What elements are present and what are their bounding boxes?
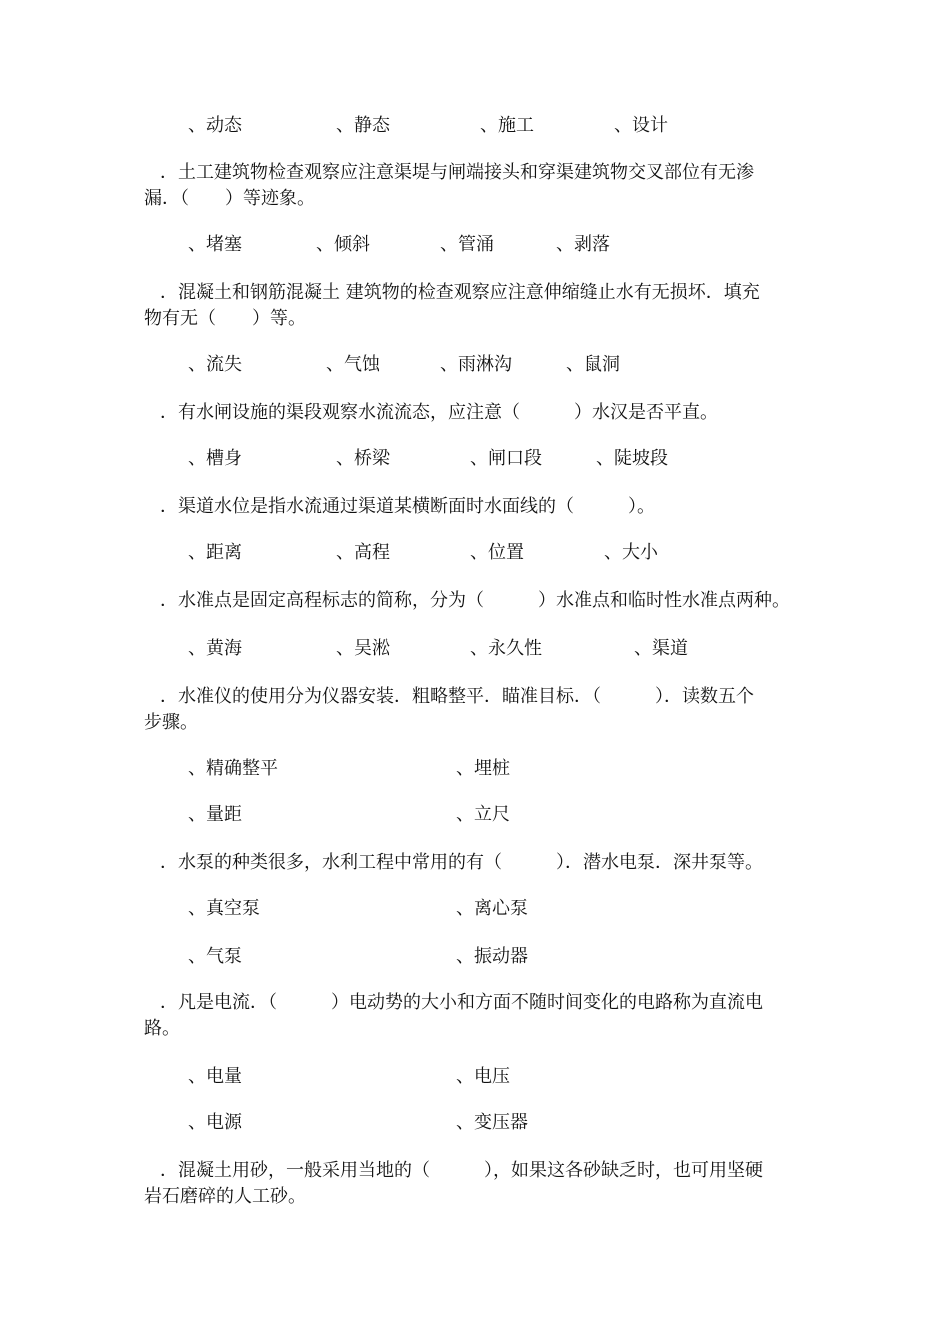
- option-c: 、永久性: [470, 638, 542, 659]
- option-d: 、设计: [614, 115, 668, 136]
- option-b: 、高程: [336, 542, 390, 563]
- option-c: 、位置: [470, 542, 524, 563]
- option-a: 、动态: [188, 115, 242, 136]
- option-c: 、雨淋沟: [440, 354, 512, 375]
- question-line-1: ．混凝土和钢筋混凝土 建筑物的检查观察应注意伸缩缝止水有无损坏．填充: [160, 282, 760, 303]
- option-a: 、流失: [188, 354, 242, 375]
- option-d: 、变压器: [456, 1112, 528, 1133]
- option-d: 、大小: [604, 542, 658, 563]
- option-b: 、气蚀: [326, 354, 380, 375]
- option-c: 、电源: [188, 1112, 242, 1133]
- option-c: 、气泵: [188, 946, 242, 967]
- option-a: 、电量: [188, 1066, 242, 1087]
- option-d: 、陡坡段: [596, 448, 668, 469]
- option-d: 、剥落: [556, 234, 610, 255]
- option-a: 、真空泵: [188, 898, 260, 919]
- option-a: 、精确整平: [188, 758, 278, 779]
- question-line-2: 漏．（ ）等迹象。: [144, 188, 315, 209]
- option-c: 、闸口段: [470, 448, 542, 469]
- option-a: 、堵塞: [188, 234, 242, 255]
- option-b: 、桥梁: [336, 448, 390, 469]
- question-line-2: 物有无（ ）等。: [144, 308, 306, 329]
- option-b: 、倾斜: [316, 234, 370, 255]
- option-d: 、渠道: [634, 638, 688, 659]
- option-c: 、量距: [188, 804, 242, 825]
- option-d: 、振动器: [456, 946, 528, 967]
- question-text: ．水泵的种类很多，水利工程中常用的有（ ）．潜水电泵．深井泵等。: [160, 852, 763, 873]
- option-b: 、电压: [456, 1066, 510, 1087]
- option-a: 、距离: [188, 542, 242, 563]
- option-a: 、黄海: [188, 638, 242, 659]
- question-line-2: 岩石磨碎的人工砂。: [144, 1186, 306, 1207]
- option-b: 、埋桩: [456, 758, 510, 779]
- question-text: ．水准点是固定高程标志的简称，分为（ ）水准点和临时性水准点两种。: [160, 590, 790, 611]
- question-line-1: ．水准仪的使用分为仪器安装．粗略整平．瞄准目标．（ ）．读数五个: [160, 686, 754, 707]
- question-line-1: ．凡是电流．（ ）电动势的大小和方面不随时间变化的电路称为直流电: [160, 992, 763, 1013]
- option-c: 、管涌: [440, 234, 494, 255]
- question-line-1: ．混凝土用砂，一般采用当地的（ ），如果这各砂缺乏时，也可用坚硬: [160, 1160, 763, 1181]
- question-text: ．渠道水位是指水流通过渠道某横断面时水面线的（ ）。: [160, 496, 655, 517]
- question-text: ．有水闸设施的渠段观察水流流态，应注意（ ）水汉是否平直。: [160, 402, 718, 423]
- question-line-1: ．土工建筑物检查观察应注意渠堤与闸端接头和穿渠建筑物交叉部位有无渗: [160, 162, 754, 183]
- option-b: 、静态: [336, 115, 390, 136]
- option-d: 、鼠洞: [566, 354, 620, 375]
- option-c: 、施工: [480, 115, 534, 136]
- option-b: 、吴淞: [336, 638, 390, 659]
- question-line-2: 路。: [144, 1018, 180, 1039]
- option-b: 、离心泵: [456, 898, 528, 919]
- question-line-2: 步骤。: [144, 712, 198, 733]
- option-d: 、立尺: [456, 804, 510, 825]
- option-a: 、槽身: [188, 448, 242, 469]
